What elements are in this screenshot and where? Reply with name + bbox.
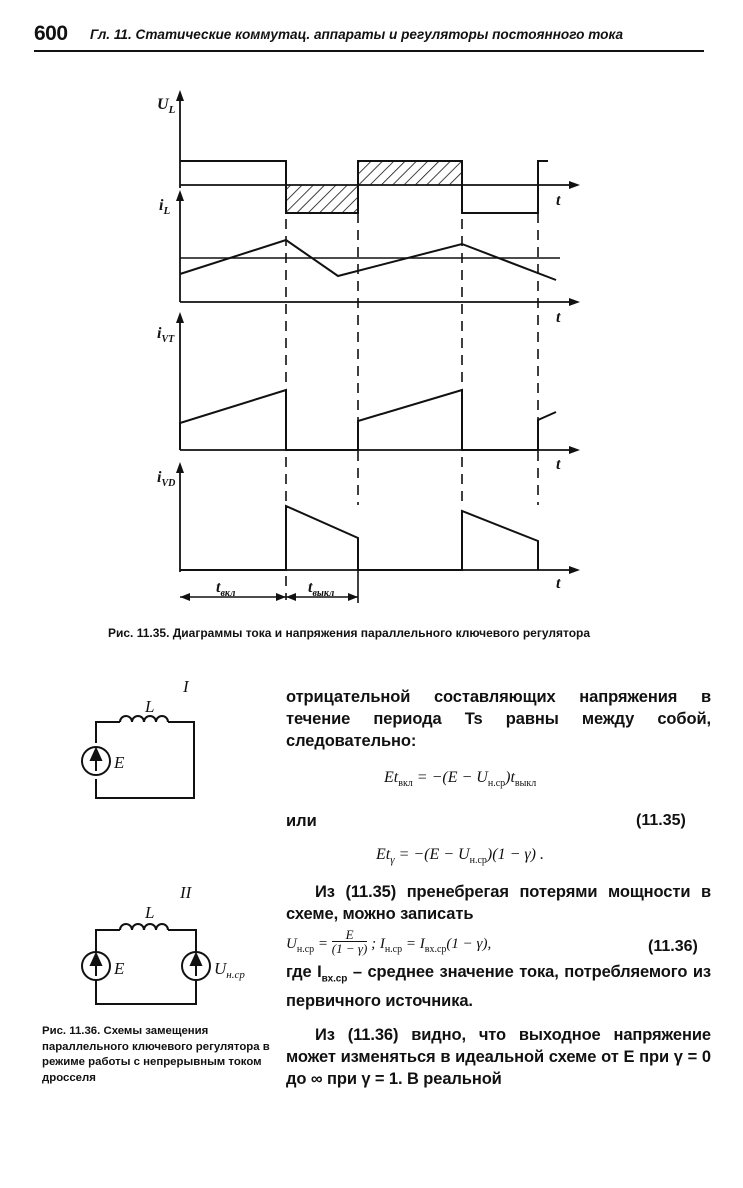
scheme-I-inductor-label: L — [145, 697, 155, 716]
fraction-denominator: (1 − γ) — [331, 941, 368, 956]
equation-number-11-36: (11.36) — [648, 938, 698, 955]
uL-axis-label: $U_L$ — [157, 96, 176, 116]
equation-3: $U_{н.ср}$ = $\frac{E}{(1 - \gamma)}$ ; $I_{н.ср} = I_{вх.ср}(1 - \gamma)$, — [286, 927, 492, 956]
scheme-II — [82, 924, 210, 1004]
t-axis-label-3: t — [556, 456, 561, 473]
equation-2: $Et_\gamma = -(E - U_{н.ср})(1 - \gamma)$ . — [376, 846, 544, 867]
figure-11-36-circuits — [0, 660, 280, 1020]
paragraph-2: Из (11.35) пренебрегая потерями мощности в схеме, можно записать — [286, 883, 711, 923]
scheme-II-inductor-label: L — [145, 903, 155, 922]
scheme-I-source-label: E — [114, 753, 125, 772]
switching-lines — [286, 185, 538, 600]
paragraph-1: отрицательной составляющих напряжения в течение периода Ts равны между собой, следовательно: — [286, 688, 711, 750]
ivd-axis-label: $i_{VD}$ — [157, 469, 176, 489]
figure-11-35-caption: Рис. 11.35. Диаграммы тока и напряжения параллельного ключевого регулятора — [108, 626, 591, 640]
scheme-II-label: II — [180, 883, 192, 902]
ivd-waveform — [180, 506, 538, 570]
iL-waveform — [180, 240, 560, 280]
or-word: или — [286, 812, 317, 830]
t-axis-label-4: t — [556, 575, 561, 592]
uL-waveform — [180, 161, 548, 213]
page-number: 600 — [34, 22, 68, 45]
t-axis-label-1: t — [556, 192, 561, 209]
ivt-axis-label: $i_{VT}$ — [157, 325, 175, 345]
t-off-label: $t_{выкл}$ — [308, 579, 335, 599]
scheme-I — [82, 716, 194, 798]
iL-axis-label: $i_L$ — [159, 197, 171, 217]
paragraph-3: где $I_{вх.ср}$ – среднее значение тока, потребляемого из первичного источника. — [286, 963, 711, 1011]
scheme-I-label: I — [183, 677, 189, 696]
scheme-II-load-label: $U_{н.ср}$ — [214, 959, 245, 981]
equation-1: $Et_{вкл} = -(E - U_{н.ср})t_{выкл}$ — [384, 769, 537, 790]
equation-number-11-35: (11.35) — [636, 812, 686, 829]
fraction-numerator: E — [332, 928, 368, 942]
paragraph-4: Из (11.36) видно, что выходное напряжение может изменяться в идеальной схеме от E при γ = 0 до ∞ при γ = 1. В реальной — [286, 1026, 711, 1088]
figure-11-36-caption: Рис. 11.36. Схемы замещения параллельного ключевого регулятора в режиме работы с непрерывным током дросселя — [42, 1025, 270, 1084]
running-title: Гл. 11. Статические коммутац. аппараты и регуляторы постоянного тока — [90, 27, 624, 42]
t-axis-label-2: t — [556, 309, 561, 326]
ivt-waveform — [180, 390, 556, 450]
t-on-label: $t_{вкл}$ — [216, 579, 236, 599]
scheme-II-source-label: E — [114, 959, 125, 978]
